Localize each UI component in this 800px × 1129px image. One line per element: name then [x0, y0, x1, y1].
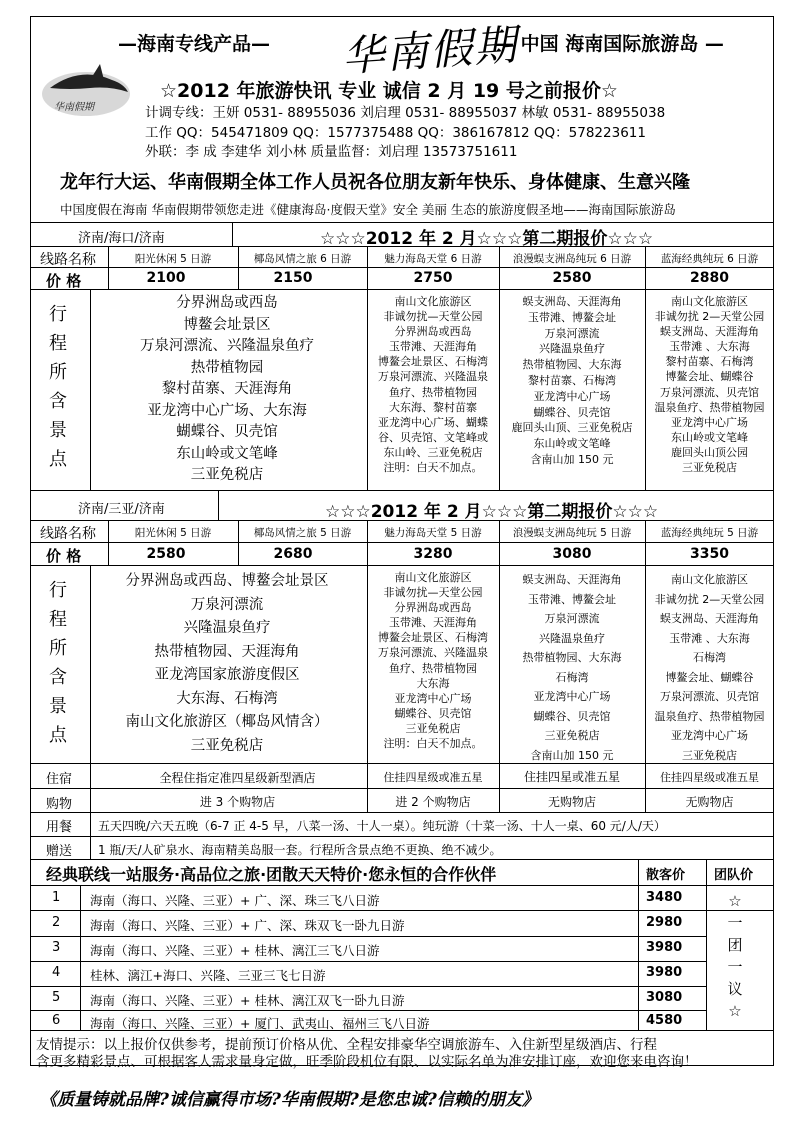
group-row-3-price: 3980 [646, 940, 683, 955]
section2-route-1: 阳光休闲 5 日游 [134, 527, 212, 539]
lodging-4: 住挂四星级或准五星 [660, 771, 759, 784]
gift-text: 1 瓶/天/人矿泉水、海南精美岛服一套。行程所含景点绝不更换、绝不减少。 [98, 843, 502, 857]
new-year-greeting: 龙年行大运、华南假期全体工作人员祝各位朋友新年快乐、身体健康、生意兴隆 [60, 172, 690, 193]
section1-origin: 济南/海口/济南 [78, 231, 165, 246]
section1-price-4: 2580 [552, 270, 592, 286]
group-team-note: ☆ 一 团 一 议 ☆ [727, 892, 743, 1020]
section1-left-list: 分界洲岛或西岛 博鳌会址景区 万泉河漂流、兴隆温泉鱼疗 热带植物园 黎村苗寨、天涯海角 亚龙湾中心广场、大东海 蝴蝶谷、贝壳馆 东山岭或文笔峰 三亚免税店 [140, 295, 314, 483]
group-row-1-price: 3480 [646, 890, 683, 905]
lodging-3: 住挂四星或准五星 [523, 770, 620, 784]
section2-origin: 济南/三亚/济南 [78, 502, 165, 517]
contact-line-1: 计调专线：王妍 0531- 88955036 刘启理 0531- 88955037 林敏 0531- 88955038 [145, 105, 666, 121]
notice-line-1: 友情提示：以上报价仅供参考，提前预订价格从优、全程安排豪华空调旅游车、入住新型星级酒店、行程 [36, 1037, 657, 1053]
shopping-2: 进 2 个购物店 [395, 795, 471, 809]
group-row-5-no: 5 [52, 990, 61, 1005]
group-row-3-name: 海南（海口、兴隆、三亚）+ 桂林、漓江三飞八日游 [90, 943, 380, 958]
section1-col4: 蜈支洲岛、天涯海角 玉带滩、博鳌会址 万泉河漂流 兴隆温泉鱼疗 热带植物园、大东海 黎村苗寨、石梅湾 亚龙湾中心广场 蝴蝶谷、贝壳馆 鹿回头山顶、三亚免税店 东山岭或文笔峰 含南山加 150 元 [511, 295, 633, 466]
section2-price-1: 2580 [146, 546, 186, 562]
svg-text:华南假期: 华南假期 [54, 102, 94, 113]
section2-price-2: 2680 [273, 546, 313, 562]
header-right: — 中国 海南国际旅游岛 — [495, 33, 724, 55]
section2-route-4: 浪漫蜈支洲岛纯玩 5 日游 [512, 527, 632, 539]
section1-scenic-label: 行 程 所 含 景 点 [49, 304, 67, 470]
group-row-5-name: 海南（海口、兴隆、三亚）+ 桂林、漓江双飞一卧九日游 [90, 993, 405, 1008]
section1-col5: 南山文化旅游区 非诚勿扰 2—天堂公园 蜈支洲岛、天涯海角 玉带滩 、大东海 黎村苗寨、石梅湾 博鳌会址、蝴蝶谷 万泉河漂流、贝壳馆 温泉鱼疗、热带植物园 亚龙湾中心广场 东山岭或文笔峰 鹿回头山顶公园 三亚免税店 [654, 295, 765, 475]
section1-col3: 南山文化旅游区 非诚勿扰—天堂公园 分界洲岛或西岛 玉带滩、天涯海角 博鳌会址景区、石梅湾 万泉河漂流、兴隆温泉 鱼疗、热带植物园 大东海、黎村苗寨 亚龙湾中心广场、蝴蝶 谷、贝壳馆、文笔峰或 东山岭、三亚免税店 注明：白天不加点。 [378, 295, 488, 475]
section2-price-label: 价 格 [46, 547, 82, 565]
section1-route-5: 蓝海经典纯玩 6 日游 [660, 253, 759, 265]
section2-col5: 南山文化旅游区 非诚勿扰 2—天堂公园 蜈支洲岛、天涯海角 玉带滩 、大东海 石梅湾 博鳌会址、蝴蝶谷 万泉河漂流、贝壳馆 温泉鱼疗、热带植物园 亚龙湾中心广场 三亚免税店 [654, 573, 765, 762]
section1-route-1: 阳光休闲 5 日游 [134, 253, 212, 265]
footer-slogan: 《质量铸就品牌?诚信赢得市场?华南假期?是您忠诚?信赖的朋友》 [40, 1090, 539, 1110]
company-logo [40, 58, 132, 120]
lodging-label: 住宿 [46, 772, 73, 787]
lodging-2: 住挂四星级或准五星 [383, 771, 483, 784]
group-team-header: 团队价 [714, 868, 754, 883]
section1-price-label: 价 格 [46, 272, 82, 290]
brand-script-title: 华南假期 [340, 19, 520, 82]
shopping-3: 无购物店 [547, 795, 596, 809]
group-row-3-no: 3 [52, 940, 61, 955]
section1-price-3: 2750 [413, 270, 453, 286]
section1-route-3: 魅力海岛天堂 6 日游 [384, 253, 482, 265]
section2-route-5: 蓝海经典纯玩 5 日游 [660, 527, 759, 539]
group-row-1-name: 海南（海口、兴隆、三亚）+ 广、深、珠三飞八日游 [90, 893, 380, 908]
section1-route-label: 线路名称 [40, 252, 96, 268]
meals-label: 用餐 [46, 820, 73, 835]
section2-price-3: 3280 [413, 546, 453, 562]
section2-left-list: 分界洲岛或西岛、博鳌会址景区 万泉河漂流 兴隆温泉鱼疗 热带植物园、天涯海角 亚龙湾国家旅游度假区 大东海、石梅湾 南山文化旅游区（椰岛风情含） 三亚免税店 [125, 573, 329, 754]
group-row-4-no: 4 [52, 965, 61, 980]
section2-route-3: 魅力海岛天堂 5 日游 [384, 527, 482, 539]
section2-period: ☆☆☆2012 年 2 月☆☆☆第二期报价☆☆☆ [325, 502, 659, 522]
subtitle: 中国度假在海南 华南假期带领您走进《健康海岛·度假天堂》安全 美丽 生态的旅游度假圣地——海南国际旅游岛 [60, 202, 676, 217]
section1-price-1: 2100 [146, 270, 186, 286]
lodging-1: 全程住指定准四星级新型酒店 [159, 771, 316, 785]
notice-line-2: 含更多精彩景点、可根据客人需求量身定做，旺季阶段机位有限、以实际名单为准安排订座，欢迎您来电咨询！ [36, 1054, 698, 1070]
contact-line-2: 工作 QQ：545471809 QQ：1577375488 QQ：386167812 QQ：578223611 [145, 125, 646, 141]
section1-route-2: 椰岛风情之旅 6 日游 [253, 253, 352, 265]
group-row-2-price: 2980 [646, 915, 683, 930]
shopping-4: 无购物店 [685, 795, 734, 809]
section1-route-4: 浪漫蜈支洲岛纯玩 6 日游 [512, 253, 632, 265]
group-row-2-name: 海南（海口、兴隆、三亚）+ 广、深、珠双飞一卧九日游 [90, 918, 405, 933]
group-row-4-price: 3980 [646, 965, 683, 980]
section1-price-5: 2880 [690, 270, 729, 286]
tagline: ☆2012 年旅游快讯 专业 诚信 2 月 19 号之前报价☆ [160, 80, 618, 102]
shopping-1: 进 3 个购物店 [199, 795, 276, 809]
group-row-6-price: 4580 [646, 1013, 683, 1028]
gift-label: 赠送 [46, 844, 73, 859]
group-row-6-no: 6 [52, 1013, 61, 1028]
group-row-6-name: 海南（海口、兴隆、三亚）+ 厦门、武夷山、福州三飞八日游 [90, 1016, 430, 1031]
section1-price-2: 2150 [273, 270, 313, 286]
group-row-2-no: 2 [52, 915, 61, 930]
section2-price-4: 3080 [552, 546, 592, 562]
group-row-4-name: 桂林、漓江+海口、兴隆、三亚三飞七日游 [90, 968, 326, 983]
group-row-5-price: 3080 [646, 990, 683, 1005]
section1-period: ☆☆☆2012 年 2 月☆☆☆第二期报价☆☆☆ [320, 229, 654, 249]
section2-col3: 南山文化旅游区 非诚勿扰—天堂公园 分界洲岛或西岛 玉带滩、天涯海角 博鳌会址景区、石梅湾 万泉河漂流、兴隆温泉 鱼疗、热带植物园 大东海 亚龙湾中心广场 蝴蝶谷、贝壳馆 三亚免税店 注明：白天不加点。 [378, 571, 488, 751]
shopping-label: 购物 [46, 797, 73, 812]
meals-text: 五天四晚/六天五晚（6-7 正 4-5 早，八菜一汤、十人一桌）。纯玩游（十菜一汤、十人一桌、60 元/人/天） [98, 819, 666, 833]
section2-route-2: 椰岛风情之旅 5 日游 [253, 527, 352, 539]
header-left: —海南专线产品— [118, 33, 271, 55]
group-price-header: 散客价 [646, 868, 686, 883]
section2-route-label: 线路名称 [40, 526, 96, 542]
contact-line-3: 外联：李 成 李建华 刘小林 质量监督：刘启理 13573751611 [145, 144, 518, 160]
section2-price-5: 3350 [690, 546, 729, 562]
group-row-1-no: 1 [52, 890, 61, 905]
section2-col4: 蜈支洲岛、天涯海角 玉带滩、博鳌会址 万泉河漂流 兴隆温泉鱼疗 热带植物园、大东海 石梅湾 亚龙湾中心广场 蝴蝶谷、贝壳馆 三亚免税店 含南山加 150 元 [522, 573, 622, 762]
group-title: 经典联线一站服务·高品位之旅·团散天天特价·您永恒的合作伙伴 [46, 865, 497, 884]
section2-scenic-label: 行 程 所 含 景 点 [49, 580, 67, 746]
